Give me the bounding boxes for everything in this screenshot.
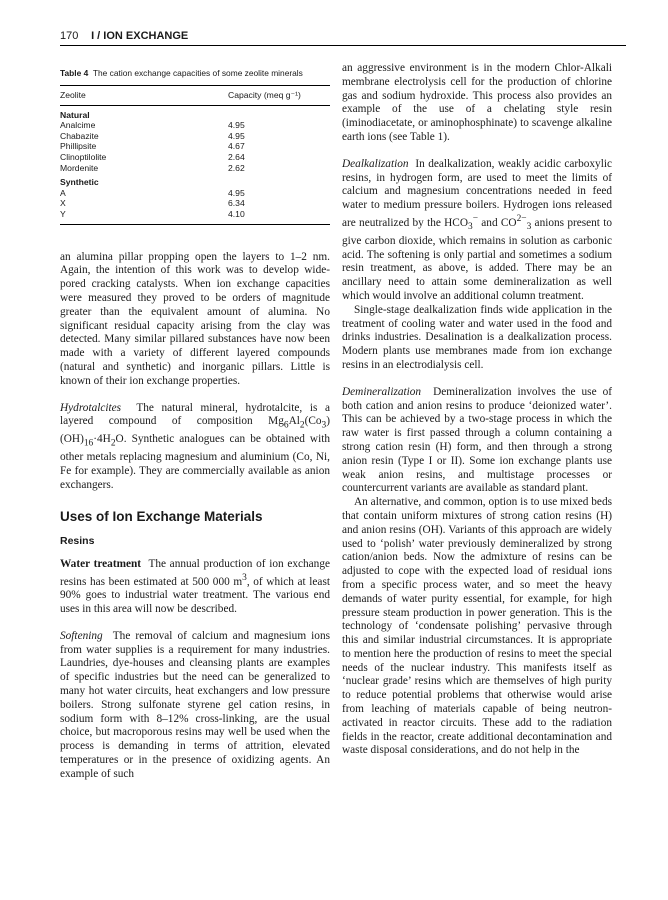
table-row [60, 152, 330, 163]
zeolite-name-cell: Mordenite [60, 162, 99, 173]
capacity-cell: 4.95 [228, 187, 245, 198]
zeolite-table [60, 85, 330, 225]
paragraph: Single-stage dealkalization finds wide application in the treatment of cooling water and water used in the food and drinks industries. Desalination is a dealkalization process. Modern plants use membranes made from ion exchange resins in an electrodialysis cell. [342, 303, 612, 371]
table-group-heading: Synthetic [60, 177, 99, 188]
capacity-cell: 4.95 [228, 130, 245, 141]
zeolite-name-cell: Clinoptilolite [60, 151, 107, 162]
zeolite-name-cell: Analcime [60, 120, 96, 131]
run-in-heading: Demineralization [342, 385, 422, 398]
table-row [60, 120, 330, 131]
capacity-cell: 2.64 [228, 151, 245, 162]
capacity-cell: 2.62 [228, 162, 245, 173]
page-number: 170 [60, 30, 79, 42]
paragraph-softening: Softening The removal of calcium and magnesium ions from water supplies is a requirement for many industries. Laundries, dye-houses and cleansing plants are examples of specific industries but the need can be generalized to many hot water circuits, heat exchangers and low pressure boilers. Strong sulfonate styrene gel cation resins, in sodium form with 8–12% cross-linking, are the usual choice, but macroporous resins may well be used when the process is demanding in terms of attrition, elevated temperatures or in the presence of oxidizing agents. An example of such [60, 629, 330, 780]
table-row [60, 141, 330, 152]
zeolite-name-cell: Phillipsite [60, 141, 97, 152]
zeolite-name-cell: Y [60, 208, 66, 219]
col-header-zeolite: Zeolite [60, 90, 86, 100]
table-caption [60, 68, 330, 79]
table-row [60, 188, 330, 199]
paragraph: an aggressive environment is in the modern Chlor-Alkali membrane electrolysis cell for the production of chlorine gas and sodium hydroxide. This process also provides an example of the use of a chelating style resin (iminodiacetate, or aminophosphinate) to scavenge alkaline earth ions (see Table 1). [342, 62, 612, 143]
header-rule [60, 45, 626, 46]
table-row [60, 163, 330, 174]
table-group-heading: Natural [60, 109, 90, 120]
capacity-cell: 4.10 [228, 208, 245, 219]
run-in-heading: Softening [60, 629, 103, 642]
zeolite-name-cell: X [60, 198, 66, 209]
subsection-heading: Resins [60, 534, 95, 547]
table-caption-text: The cation exchange capacities of some zeolite minerals [92, 68, 303, 78]
table-row [60, 131, 330, 142]
left-column [60, 62, 330, 782]
table-label: Table 4 [60, 68, 89, 78]
section-title: I / ION EXCHANGE [91, 30, 189, 42]
table-row [60, 198, 330, 209]
right-column [342, 62, 612, 758]
table-body [60, 110, 330, 220]
run-in-heading: Water treatment [60, 557, 142, 570]
capacity-cell: 4.67 [228, 141, 245, 152]
capacity-cell: 4.95 [228, 120, 245, 131]
paragraph-demineralization: Demineralization Demineralization involves the use of both cation and anion resins to produce ‘deionized water’. This can be achieved by a two-stage process in which the raw water is first passed through a column containing a strong cation resin (H) form, and then through a strong anion resin (Type I or II). Some ion exchange plants use weak anion resins, and multistage processes or countercurrent variants are available as standard plant. [342, 385, 612, 495]
paragraph: An alternative, and common, option is to use mixed beds that contain uniform mixtures of strong cation resins (H) and anion resins (OH). Variants of this approach are widely used to ‘polish’ water previously demineralized by strong cation/anion beds. Now the admixture of resins can be adjusted to cope with the expected load of residual ions from a specific process water, and so meet the heavy demands of water purity essential, for example, for high pressure steam production in power generation. This is the technology of ‘condensate polishing’ pervasive through this and similar industrial circumstances. It is appropriate to mention here the production of resins to meet the special needs of the nuclear industry. This manifests itself as ‘nuclear grade’ resins which are themselves of high purity to reduce potential problems that otherwise would arise from leaching of materials capable of being neutron-activated in reactor circuits. These add to the radiation fields in the reactor, create additional decontamination and waste disposal considerations, and do not help in the [342, 496, 612, 757]
run-in-heading: Dealkalization [342, 157, 409, 170]
paragraph-hydrotalcites: Hydrotalcites The natural mineral, hydrotalcite, is a layered compound of composition $Mg_6Al_2(Co_3)(OH)_{16}\cdot 4H_2O$. Synthetic analogues can be obtained with other metals replacing magnesium and aluminium (Co, Ni, Fe for example). They are commercially available as anion exchangers. [60, 401, 331, 491]
running-header [60, 30, 626, 44]
col-header-capacity: Capacity (meq g⁻¹) [228, 90, 301, 100]
table-header-row [60, 86, 330, 105]
capacity-cell: 6.34 [228, 198, 245, 209]
zeolite-name-cell: A [60, 187, 66, 198]
table-rule-header [60, 105, 330, 106]
paragraph: an alumina pillar propping open the layers to 1–2 nm. Again, the intention of this work was to develop wide-pored cracking catalysts. When ion exchange capacities were measured they proved to be orders of magnitude greater than the equivalent amount of alumina. No significant residual capacity arising from the clay was detected. Many similar pillared substances have now been made with a variety of different layered compounds (natural and synthetic) and inorganic pillars. Little is known of their ion exchange properties. [60, 250, 330, 387]
section-heading: Uses of Ion Exchange Materials [60, 508, 263, 524]
paragraph-water-treatment: Water treatment The annual production of ion exchange resins has been estimated at 500 000 $m^3$, of which at least 90% goes to industrial water treatment. The various end uses in this area will now be described. [60, 557, 330, 615]
zeolite-name-cell: Chabazite [60, 130, 99, 141]
paragraph-dealkalization: Dealkalization In dealkalization, weakly acidic carboxylic resins, in hydrogen form, are used to meet the limits of calcium and magnesium concentrations needed in feed water to medium pressure boilers. Hydrogen ions released are neutralized by the $HCO_3^-$ and $CO^{2-}_3$ anions present to give carbon dioxide, which remains in solution as carbonic acid. The softening is only partial and sometimes a sodium resin treatment, as above, is added. There may be an ancillary need to attain some demineralization as well which would involve an additional column treatment. [342, 157, 612, 302]
run-in-heading: Hydrotalcites [60, 401, 122, 414]
table-row [60, 209, 330, 220]
